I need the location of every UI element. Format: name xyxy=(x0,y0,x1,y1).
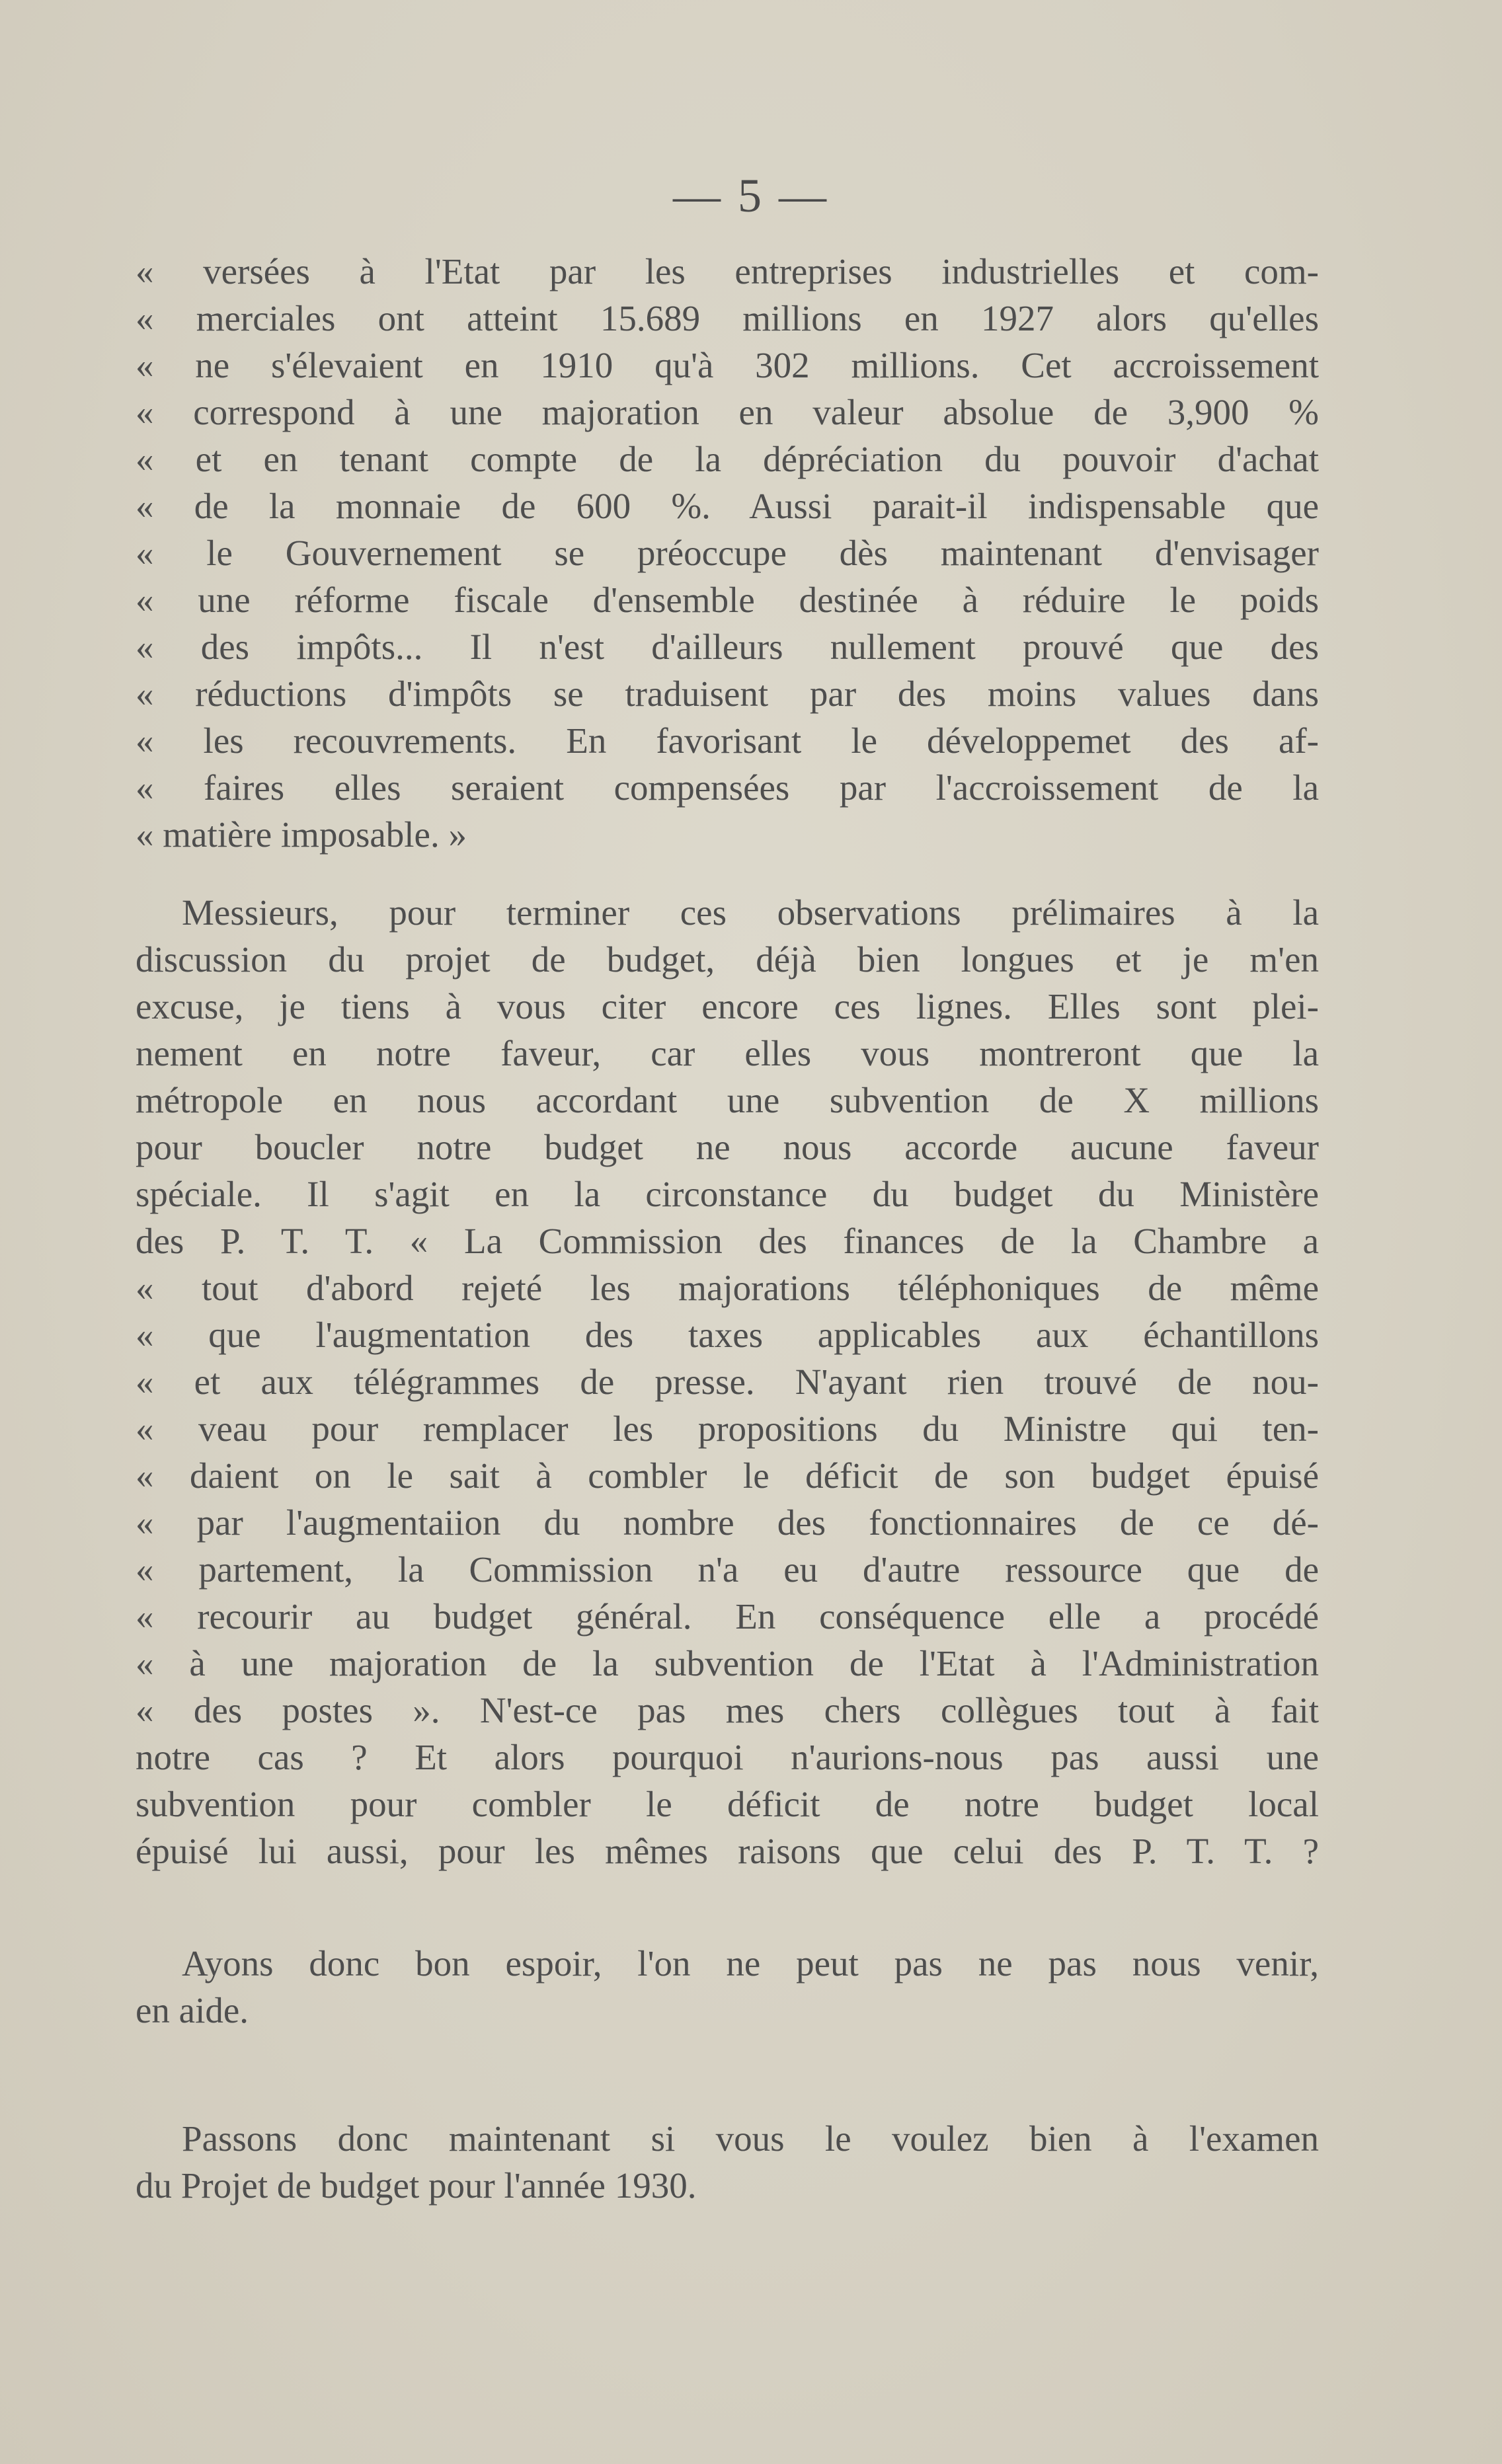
text-line: « réductions d'impôts se traduisent par des moins values dans xyxy=(136,674,1319,714)
text-line: « et aux télégrammes de presse. N'ayant rien trouvé de nou- xyxy=(136,1362,1319,1402)
text-line: « le Gouvernement se préoccupe dès maintenant d'envisager xyxy=(136,533,1319,573)
text-line: excuse, je tiens à vous citer encore ces lignes. Elles sont plei- xyxy=(136,986,1319,1026)
text-line: « une réforme fiscale d'ensemble destinée à réduire le poids xyxy=(136,580,1319,620)
text-line: du Projet de budget pour l'année 1930. xyxy=(136,2165,697,2206)
text-line: « faires elles seraient compensées par l'accroissement de la xyxy=(136,767,1319,808)
text-line: Messieurs, pour terminer ces observations prélimaires à la xyxy=(182,892,1319,933)
text-line: des P. T. T. « La Commission des finances de la Chambre a xyxy=(136,1221,1319,1261)
text-line: « correspond à une majoration en valeur absolue de 3,900 % xyxy=(136,392,1319,432)
text-line: « veau pour remplacer les propositions du Ministre qui ten- xyxy=(136,1408,1319,1449)
text-line: Ayons donc bon espoir, l'on ne peut pas ne pas nous venir, xyxy=(182,1943,1319,1983)
text-line: « et en tenant compte de la dépréciation du pouvoir d'achat xyxy=(136,439,1319,479)
text-line: « merciales ont atteint 15.689 millions en 1927 alors qu'elles xyxy=(136,298,1319,338)
text-line: « par l'augmentaiion du nombre des fonctionnaires de ce dé- xyxy=(136,1502,1319,1543)
text-line: métropole en nous accordant une subvention de X millions xyxy=(136,1080,1319,1120)
text-line: « tout d'abord rejeté les majorations téléphoniques de même xyxy=(136,1268,1319,1308)
text-line: en aide. xyxy=(136,1990,249,2030)
paragraph-block xyxy=(136,1940,1319,2034)
text-line: « des postes ». N'est-ce pas mes chers collègues tout à fait xyxy=(136,1690,1319,1730)
text-line: « de la monnaie de 600 %. Aussi parait-il indispensable que xyxy=(136,486,1319,526)
text-line: « à une majoration de la subvention de l'Etat à l'Administration xyxy=(136,1643,1319,1683)
text-line: Passons donc maintenant si vous le voulez bien à l'examen xyxy=(182,2118,1319,2159)
text-line: « versées à l'Etat par les entreprises industrielles et com- xyxy=(136,251,1319,291)
text-line: notre cas ? Et alors pourquoi n'aurions-nous pas aussi une xyxy=(136,1737,1319,1777)
text-line: « recourir au budget général. En conséquence elle a procédé xyxy=(136,1596,1319,1636)
text-line: « que l'augmentation des taxes applicables aux échantillons xyxy=(136,1315,1319,1355)
quotation-block xyxy=(136,248,1319,858)
text-line: « matière imposable. » xyxy=(136,814,467,855)
text-line: « ne s'élevaient en 1910 qu'à 302 millions. Cet accroissement xyxy=(136,345,1319,385)
text-line: pour boucler notre budget ne nous accorde aucune faveur xyxy=(136,1127,1319,1167)
text-line: « des impôts... Il n'est d'ailleurs nullement prouvé que des xyxy=(136,627,1319,667)
text-line: discussion du projet de budget, déjà bien longues et je m'en xyxy=(136,939,1319,980)
text-line: « partement, la Commission n'a eu d'autre ressource que de xyxy=(136,1549,1319,1590)
page-number: — 5 — xyxy=(673,169,829,222)
paragraph-block xyxy=(136,2115,1319,2209)
text-line: « les recouvrements. En favorisant le développemet des af- xyxy=(136,720,1319,761)
text-line: épuisé lui aussi, pour les mêmes raisons que celui des P. T. T. ? xyxy=(136,1831,1319,1871)
paragraph-block xyxy=(136,889,1319,1874)
text-line: subvention pour combler le déficit de notre budget local xyxy=(136,1784,1319,1824)
text-line: « daient on le sait à combler le déficit de son budget épuisé xyxy=(136,1455,1319,1496)
text-line: spéciale. Il s'agit en la circonstance du budget du Ministère xyxy=(136,1174,1319,1214)
text-line: nement en notre faveur, car elles vous montreront que la xyxy=(136,1033,1319,1073)
